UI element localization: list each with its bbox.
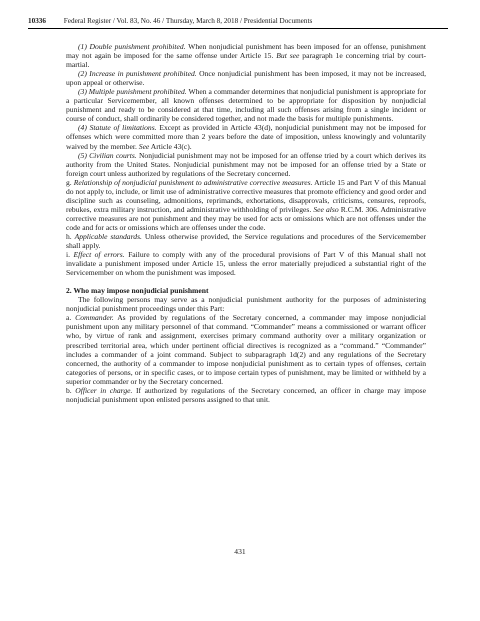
paragraph-text: Once nonjudicial punishment has been imposed, it may not be increased, upon appeal or otherwise.	[66, 69, 426, 88]
header-title: Federal Register / Vol. 83, No. 46 / Thursday, March 8, 2018 / Presidential Documents	[63, 17, 313, 25]
paragraph-text: If authorized by regulations of the Secretary concerned, an officer in charge may impose nonjudicial punishment upon enlisted persons assigned to that unit.	[66, 385, 427, 404]
document-body	[66, 42, 426, 404]
paragraph-prefix: b.	[66, 385, 76, 395]
section-heading: 2. Who may impose nonjudicial punishment	[66, 286, 209, 296]
section-intro: The following persons may serve as a nonjudicial punishment authority for the purposes of administering nonjudicial punishment proceedings under this Part:	[66, 295, 426, 314]
paragraph-text: paragraph 1e concerning trial by court-martial.	[66, 51, 426, 70]
paragraph-lead: (2) Increase in punishment prohibited.	[78, 69, 197, 79]
paragraph-lead: (3) Multiple punishment prohibited.	[78, 87, 187, 97]
paragraph-lead: Relationship of nonjudicial punishment to administrative corrective measures.	[73, 177, 313, 187]
paragraph-text: Nonjudicial punishment may not be imposed for an offense tried by a court which derives its authority from the United States. Nonjudicial punishment may not be imposed for an offense tried by a State or foreign court unless authorized by regulations of the Secretary concerned.	[66, 150, 426, 178]
paragraph-lead: (1) Double punishment prohibited.	[78, 42, 186, 51]
paragraph-h-applicable-standards	[66, 232, 426, 250]
citation-signal: See	[138, 141, 150, 151]
paragraph-statute-of-limitations	[66, 123, 426, 150]
citation-signal: See also	[313, 204, 339, 214]
paragraph-text: Article 15 and Part V of this Manual do not apply to, include, or limit use of administrative corrective measures that promote efficiency and good order and discipline such as counseling, admonitions, reprimands, exhortations, disapprovals, criticisms, censures, reproofs, rebukes, extra military instruction, and administrative withholding of privileges.	[66, 177, 427, 214]
paragraph-text: R.C.M. 306. Administrative corrective measures are not punishment and they may be used for acts or omissions which are not offenses under the code and for acts or omissions which are offenses under the code.	[66, 204, 426, 232]
paragraph-lead: Applicable standards.	[74, 231, 142, 241]
paragraph-prefix: i.	[66, 250, 74, 260]
header-page-number: 10336	[28, 17, 46, 25]
paragraph-lead: (5) Civilian courts.	[78, 150, 137, 160]
paragraph-multiple-punishment	[66, 87, 426, 123]
paragraph-prefix: h.	[66, 231, 75, 241]
page-footer-number: 431	[234, 547, 246, 556]
paragraph-lead: (4) Statute of limitations.	[78, 123, 157, 133]
paragraph-text: When a commander determines that nonjudicial punishment is appropriate for a particular Servicemember, all known offenses determined to be appropriate for disposition by nonjudicial punishment and ready to be considered at that time, including all such offenses arising from a single incident or course of conduct, shall ordinarily be considered together, and not made the basis for multiple punishments.	[66, 87, 426, 124]
paragraph-lead: Effect of errors.	[73, 250, 125, 260]
paragraph-i-effect-of-errors	[66, 250, 426, 277]
paragraph-text: Article 43(c).	[149, 141, 192, 151]
paragraph-prefix: a.	[66, 313, 76, 323]
paragraph-text: Failure to comply with any of the procedural provisions of Part V of this Manual shall not invalidate a punishment imposed under Article 15, unless the error materially prejudiced a substantial right of the Servicemember on whom the punishment was imposed.	[66, 250, 426, 278]
page-header	[28, 17, 448, 29]
paragraph-text: As provided by regulations of the Secretary concerned, a commander may impose nonjudicial punishment upon any military personnel of that command. “Commander” means a commissioned or warrant officer who, by virtue of rank and assignment, exercises primary command authority over a military organization or prescribed territorial area, which under pertinent official directives is recognized as a “command.” “Commander” includes a commander of a joint command. Subject to subparagraph 1d(2) and any regulations of the Secretary concerned, the authority of a commander to impose nonjudicial punishment as to certain types of offenses, certain categories of persons, or in specific cases, or to impose certain types of punishment, may be limited or withheld by a superior commander or by the Secretary concerned.	[66, 313, 426, 386]
citation-signal: But see	[276, 51, 300, 61]
paragraph-double-punishment	[66, 42, 426, 69]
paragraph-lead: Officer in charge.	[75, 385, 133, 395]
paragraph-lead: Commander.	[75, 313, 114, 323]
paragraph-text: Unless otherwise provided, the Service regulations and procedures of the Servicemember shall apply.	[66, 231, 426, 251]
paragraph-text: Except as provided in Article 43(d), nonjudicial punishment may not be imposed for offenses which were committed more than 2 years before the date of imposition, unless knowingly and voluntarily waived by the member.	[66, 123, 426, 151]
paragraph-increase-punishment	[66, 69, 426, 87]
paragraph-civilian-courts	[66, 151, 426, 178]
paragraph-text: When nonjudicial punishment has been imposed for an offense, punishment may not again be imposed for the same offense under Article 15.	[66, 42, 426, 61]
paragraph-a-commander	[66, 313, 426, 385]
paragraph-b-officer-in-charge	[66, 386, 426, 404]
paragraph-g-administrative-measures	[66, 178, 426, 232]
paragraph-prefix: g.	[66, 177, 74, 187]
